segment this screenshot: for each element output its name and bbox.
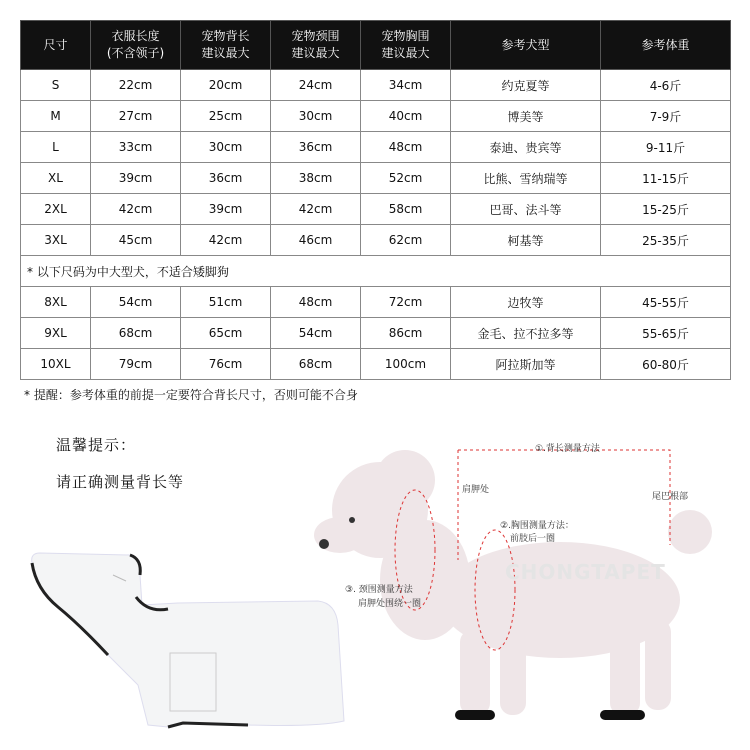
table-cell: 54cm bbox=[91, 287, 181, 318]
table-cell: 46cm bbox=[271, 225, 361, 256]
raincoat-image bbox=[18, 545, 358, 735]
table-cell: 60-80斤 bbox=[601, 349, 731, 380]
header-cell-line: (不含领子) bbox=[106, 46, 165, 60]
header-cell bbox=[451, 21, 601, 70]
table-row bbox=[21, 287, 731, 318]
header-cell bbox=[361, 21, 451, 70]
table-cell: 8XL bbox=[21, 287, 91, 318]
table-cell: 55-65斤 bbox=[601, 318, 731, 349]
neck-desc-label: 肩胛处围绕一圈 bbox=[358, 599, 422, 609]
table-cell: 3XL bbox=[21, 225, 91, 256]
shoulder-label: 肩胛处 bbox=[462, 485, 490, 495]
table-cell: 30cm bbox=[181, 132, 271, 163]
table-cell: 7-9斤 bbox=[601, 101, 731, 132]
table-cell: 30cm bbox=[271, 101, 361, 132]
table-header-row bbox=[21, 21, 731, 70]
table-cell: 42cm bbox=[91, 194, 181, 225]
table-body bbox=[21, 70, 731, 380]
back-method-label: ①.背长测量方法 bbox=[535, 444, 600, 454]
table-cell: 38cm bbox=[271, 163, 361, 194]
table-cell: 25cm bbox=[181, 101, 271, 132]
table-cell: 2XL bbox=[21, 194, 91, 225]
table-row bbox=[21, 194, 731, 225]
header-cell-line: 尺寸 bbox=[43, 37, 68, 52]
header-cell-line: 参考体重 bbox=[641, 37, 690, 52]
table-row bbox=[21, 318, 731, 349]
table-cell: 阿拉斯加等 bbox=[451, 349, 601, 380]
header-cell-line: 宠物胸围 bbox=[381, 29, 430, 43]
table-row bbox=[21, 101, 731, 132]
table-cell: 51cm bbox=[181, 287, 271, 318]
table-cell: 45-55斤 bbox=[601, 287, 731, 318]
table-cell: 86cm bbox=[361, 318, 451, 349]
watermark: CHONGTAPET bbox=[505, 560, 666, 584]
table-cell: 24cm bbox=[271, 70, 361, 101]
table-row bbox=[21, 132, 731, 163]
table-cell: 65cm bbox=[181, 318, 271, 349]
table-cell: 54cm bbox=[271, 318, 361, 349]
table-cell: 34cm bbox=[361, 70, 451, 101]
header-cell bbox=[181, 21, 271, 70]
header-cell-line: 参考犬型 bbox=[501, 37, 550, 52]
table-cell: S bbox=[21, 70, 91, 101]
table-cell: XL bbox=[21, 163, 91, 194]
header-cell-line: 建议最大 bbox=[381, 46, 430, 60]
table-row bbox=[21, 225, 731, 256]
chest-method-label: ②.胸围测量方法： bbox=[500, 521, 574, 531]
table-row bbox=[21, 163, 731, 194]
table-cell: 金毛、拉不拉多等 bbox=[451, 318, 601, 349]
reminder-text: * 提醒：参考体重的前提一定要符合背长尺寸，否则可能不合身 bbox=[24, 388, 358, 402]
table-row bbox=[21, 70, 731, 101]
table-cell: 边牧等 bbox=[451, 287, 601, 318]
table-cell: 45cm bbox=[91, 225, 181, 256]
table-cell: 10XL bbox=[21, 349, 91, 380]
table-cell: 68cm bbox=[271, 349, 361, 380]
table-cell: 40cm bbox=[361, 101, 451, 132]
table-cell: 比熊、雪纳瑞等 bbox=[451, 163, 601, 194]
table-cell: 约克夏等 bbox=[451, 70, 601, 101]
chest-desc-label: 前肢后一圈 bbox=[510, 534, 556, 544]
table-cell: 4-6斤 bbox=[601, 70, 731, 101]
table-cell: M bbox=[21, 101, 91, 132]
header-cell-line: 衣服长度 bbox=[111, 29, 160, 43]
header-cell-line: 建议最大 bbox=[291, 46, 340, 60]
table-cell: 36cm bbox=[271, 132, 361, 163]
table-cell: 79cm bbox=[91, 349, 181, 380]
table-cell: 巴哥、法斗等 bbox=[451, 194, 601, 225]
table-cell: 58cm bbox=[361, 194, 451, 225]
table-cell: 11-15斤 bbox=[601, 163, 731, 194]
table-cell: 博美等 bbox=[451, 101, 601, 132]
table-cell: 52cm bbox=[361, 163, 451, 194]
size-table bbox=[20, 20, 731, 380]
header-cell bbox=[601, 21, 731, 70]
table-cell: 62cm bbox=[361, 225, 451, 256]
table-cell: 22cm bbox=[91, 70, 181, 101]
tips-line: 请正确测量背长等 bbox=[56, 473, 185, 491]
tail-label: 尾巴根部 bbox=[652, 492, 689, 502]
table-cell: 39cm bbox=[91, 163, 181, 194]
table-cell: 48cm bbox=[361, 132, 451, 163]
header-cell-line: 宠物背长 bbox=[201, 29, 250, 43]
table-cell: 48cm bbox=[271, 287, 361, 318]
note-cell: * 以下尺码为中大型犬，不适合矮脚狗 bbox=[21, 256, 731, 287]
header-cell-line: 建议最大 bbox=[201, 46, 250, 60]
table-cell: 9XL bbox=[21, 318, 91, 349]
table-cell: 9-11斤 bbox=[601, 132, 731, 163]
table-cell: 72cm bbox=[361, 287, 451, 318]
table-cell: 27cm bbox=[91, 101, 181, 132]
table-cell: L bbox=[21, 132, 91, 163]
table-cell: 42cm bbox=[181, 225, 271, 256]
table-cell: 柯基等 bbox=[451, 225, 601, 256]
table-cell: 36cm bbox=[181, 163, 271, 194]
header-cell bbox=[271, 21, 361, 70]
table-cell: 100cm bbox=[361, 349, 451, 380]
header-cell-line: 宠物颈围 bbox=[291, 29, 340, 43]
header-cell bbox=[91, 21, 181, 70]
table-cell: 25-35斤 bbox=[601, 225, 731, 256]
table-cell: 68cm bbox=[91, 318, 181, 349]
tips-title: 温馨提示： bbox=[56, 436, 137, 454]
note-row bbox=[21, 256, 731, 287]
table-cell: 15-25斤 bbox=[601, 194, 731, 225]
neck-method-label: ③. 颈围测量方法 bbox=[345, 585, 413, 595]
table-cell: 76cm bbox=[181, 349, 271, 380]
table-cell: 33cm bbox=[91, 132, 181, 163]
header-cell bbox=[21, 21, 91, 70]
table-cell: 42cm bbox=[271, 194, 361, 225]
table-cell: 泰迪、贵宾等 bbox=[451, 132, 601, 163]
table-row bbox=[21, 349, 731, 380]
table-cell: 39cm bbox=[181, 194, 271, 225]
table-cell: 20cm bbox=[181, 70, 271, 101]
